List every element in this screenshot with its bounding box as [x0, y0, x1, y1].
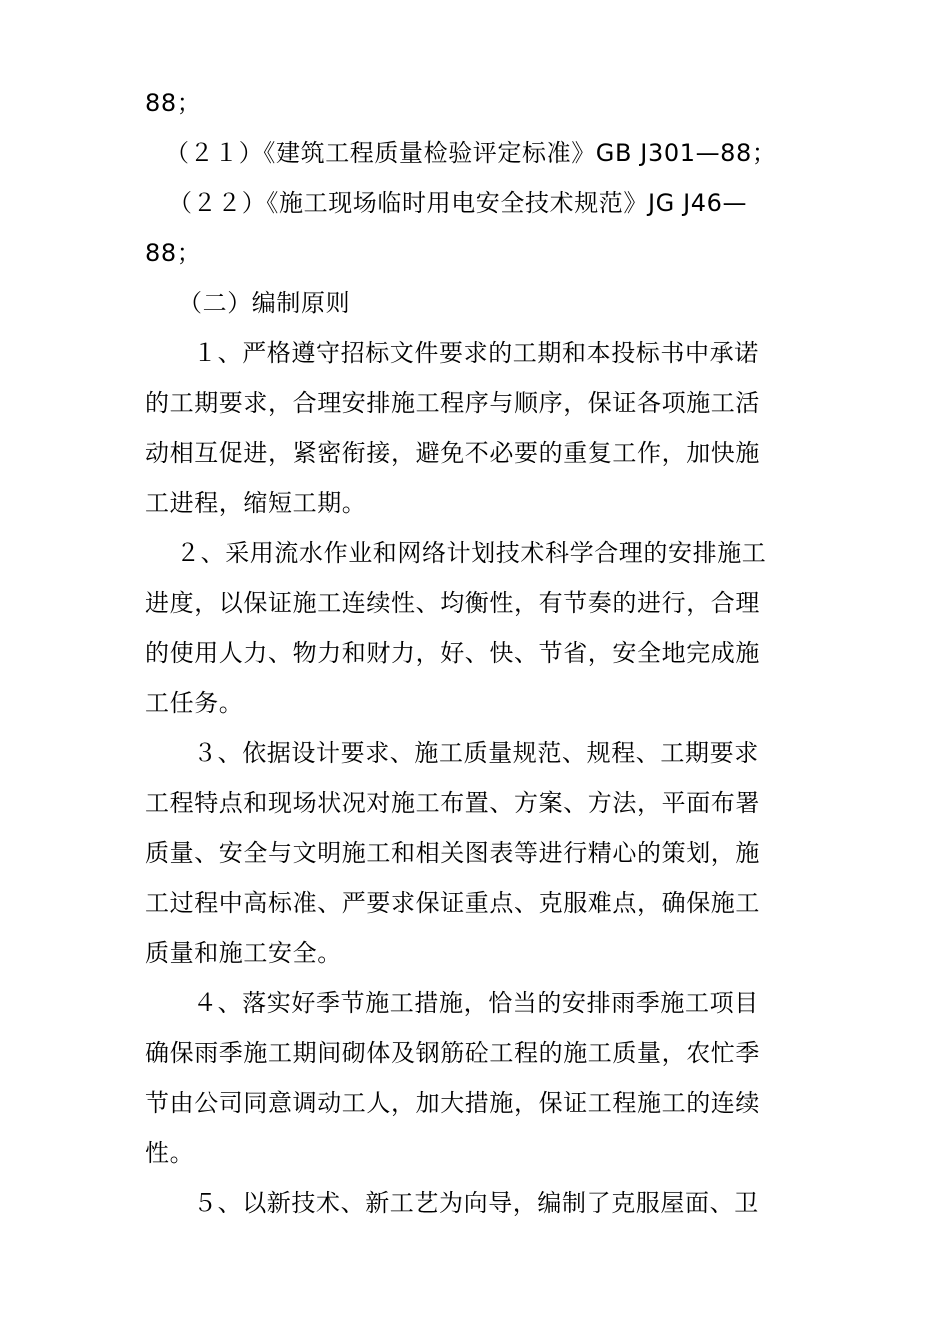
text-line-23: ５、以新技术、新工艺为向导，编制了克服屋面、卫 — [193, 1189, 759, 1217]
text-line-21: 节由公司同意调动工人，加大措施，保证工程施工的连续 — [145, 1089, 760, 1117]
text-line-11: 进度，以保证施工连续性、均衡性，有节奏的进行，合理 — [145, 589, 760, 617]
text-line-4: 88； — [145, 239, 202, 267]
text-line-10: ２、采用流水作业和网络计划技术科学合理的安排施工 — [176, 539, 767, 567]
text-line-3: （２２）《施工现场临时用电安全技术规范》JG J46— — [168, 189, 748, 217]
section-heading: （二）编制原则 — [178, 289, 351, 317]
text-line-16: 质量、安全与文明施工和相关图表等进行精心的策划，施 — [145, 839, 760, 867]
text-line-9: 工进程，缩短工期。 — [145, 489, 367, 517]
text-line-17: 工过程中高标准、严要求保证重点、克服难点，确保施工 — [145, 889, 760, 917]
text-line-2: （２１）《建筑工程质量检验评定标准》GB J301—88； — [165, 139, 777, 167]
text-line-12: 的使用人力、物力和财力，好、快、节省，安全地完成施 — [145, 639, 760, 667]
text-line-1: 88； — [145, 89, 202, 117]
text-line-6: １、严格遵守招标文件要求的工期和本投标书中承诺 — [193, 339, 759, 367]
text-line-22: 性。 — [145, 1139, 195, 1167]
text-line-7: 的工期要求，合理安排施工程序与顺序，保证各项施工活 — [145, 389, 760, 417]
text-line-14: ３、依据设计要求、施工质量规范、规程、工期要求 — [193, 739, 759, 767]
text-line-8: 动相互促进，紧密衔接，避免不必要的重复工作，加快施 — [145, 439, 760, 467]
text-line-13: 工任务。 — [145, 689, 244, 717]
text-line-15: 工程特点和现场状况对施工布置、方案、方法，平面布署 — [145, 789, 760, 817]
text-line-19: ４、落实好季节施工措施，恰当的安排雨季施工项目 — [193, 989, 759, 1017]
text-line-18: 质量和施工安全。 — [145, 939, 342, 967]
text-line-20: 确保雨季施工期间砌体及钢筋砼工程的施工质量，农忙季 — [145, 1039, 760, 1067]
